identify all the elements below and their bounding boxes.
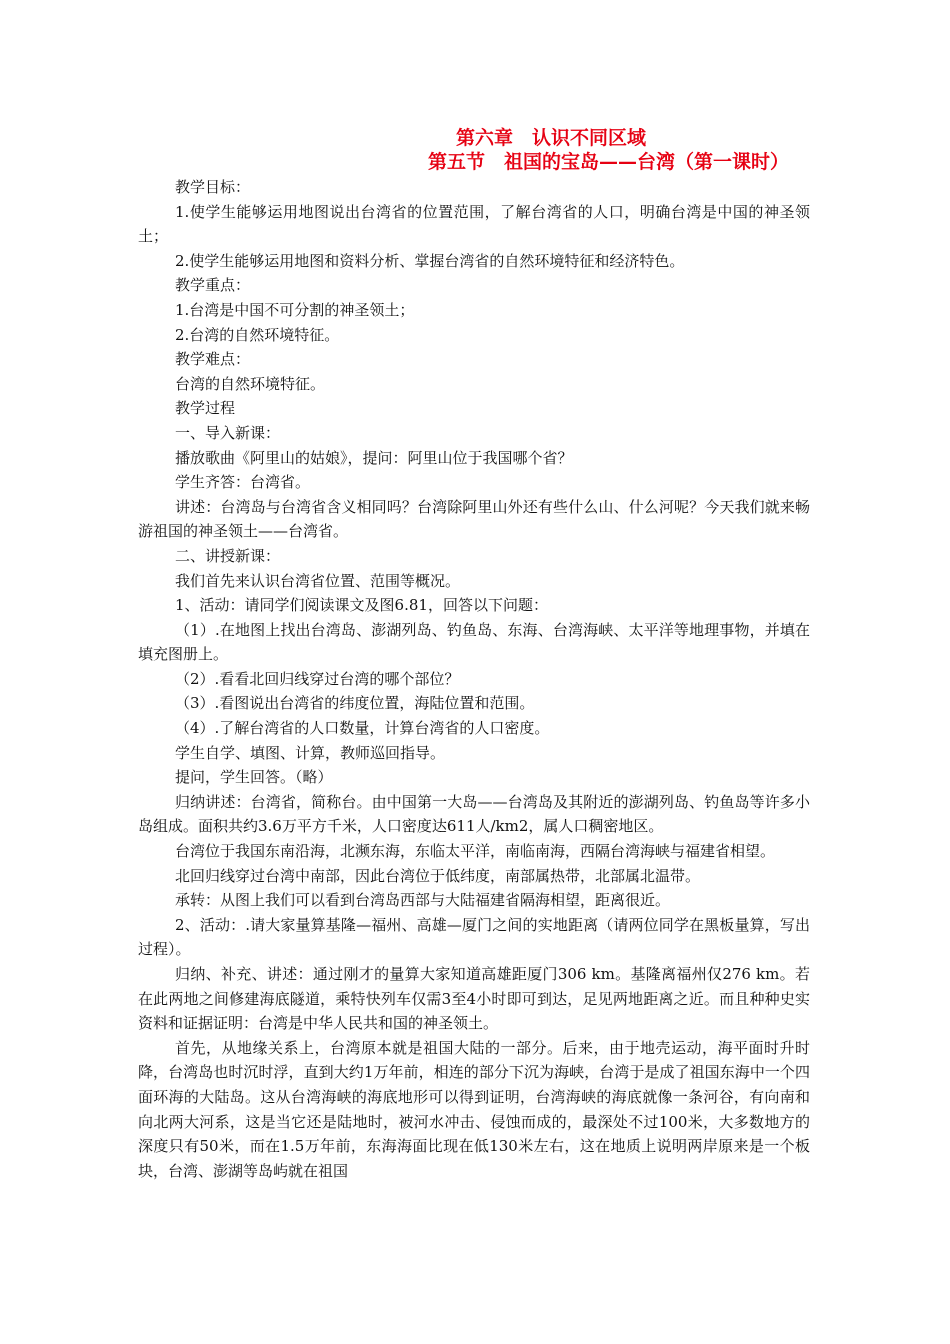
chapter-title: 第六章 认识不同区域 (456, 127, 647, 149)
paragraph: 一、导入新课： (175, 423, 281, 442)
paragraph: 归纳、补充、讲述：通过刚才的量算大家知道高雄距厦门306 km。基隆离福州仅276 km。若在此两地之间修建海底隧道，乘特快列车仅需3至4小时即可到达，足见两地距离之近。而且种种史实资料和证据证明：台湾是中华人民共和国的神圣领土。 (138, 965, 810, 1033)
paragraph: 2.台湾的自然环境特征。 (175, 325, 340, 344)
paragraph: 归纳讲述：台湾省，简称台。由中国第一大岛——台湾岛及其附近的澎湖列岛、钓鱼岛等许多小岛组成。面积共约3.6万平方千米，人口密度达611人/km2，属人口稠密地区。 (138, 792, 810, 836)
title-block (0, 126, 950, 174)
paragraph: 播放歌曲《阿里山的姑娘》，提问：阿里山位于我国哪个省？ (175, 448, 573, 467)
paragraph: 学生齐答：台湾省。 (175, 473, 311, 492)
paragraph: 2、活动：.请大家量算基隆—福州、高雄—厦门之间的实地距离（请两位同学在黑板量算，写出过程）。 (138, 915, 810, 959)
paragraph: 教学过程 (175, 399, 236, 418)
body-text (138, 175, 810, 1183)
paragraph: 教学重点： (175, 276, 251, 295)
paragraph: 1、活动：请同学们阅读课文及图6.81，回答以下问题： (175, 596, 548, 615)
paragraph: 台湾位于我国东南沿海，北濒东海，东临太平洋，南临南海，西隔台湾海峡与福建省相望。 (175, 842, 776, 861)
paragraph: 教学难点： (175, 350, 251, 369)
paragraph: 提问，学生回答。（略） (175, 768, 333, 787)
paragraph: 1.台湾是中国不可分割的神圣领土； (175, 300, 415, 319)
paragraph: 学生自学、填图、计算，教师巡回指导。 (175, 743, 446, 762)
section-title: 第五节 祖国的宝岛——台湾（第一课时） (428, 151, 790, 173)
paragraph: 教学目标： (175, 178, 251, 196)
paragraph: 2.使学生能够运用地图和资料分析、掌握台湾省的自然环境特征和经济特色。 (175, 251, 685, 270)
paragraph: 台湾的自然环境特征。 (175, 374, 326, 393)
paragraph: 1.使学生能够运用地图说出台湾省的位置范围，了解台湾省的人口，明确台湾是中国的神圣领土； (138, 202, 810, 246)
paragraph: （1）.在地图上找出台湾岛、澎湖列岛、钓鱼岛、东海、台湾海峡、太平洋等地理事物，并填在填充图册上。 (138, 620, 810, 664)
paragraph: 讲述：台湾岛与台湾省含义相同吗？台湾除阿里山外还有些什么山、什么河呢？今天我们就来畅游祖国的神圣领土——台湾省。 (138, 497, 810, 541)
paragraph: 北回归线穿过台湾中南部，因此台湾位于低纬度，南部属热带，北部属北温带。 (175, 866, 701, 885)
paragraph: （3）.看图说出台湾省的纬度位置，海陆位置和范围。 (175, 694, 535, 713)
paragraph: 二、讲授新课： (175, 546, 281, 565)
paragraph: 首先，从地缘关系上，台湾原本就是祖国大陆的一部分。后来，由于地壳运动，海平面时升时降，台湾岛也时沉时浮，直到大约1万年前，相连的部分下沉为海峡，台湾于是成了祖国东海中一个四面环海的大陆岛。这从台湾海峡的海底地形可以得到证明，台湾海峡的海底就像一条河谷，有向南和向北两大河系，这是当它还是陆地时，被河水冲击、侵蚀而成的，最深处不过100米，大多数地方的深度只有50米，而在1.5万年前，东海海面比现在低130米左右，这在地质上说明两岸原来是一个板块，台湾、澎湖等岛屿就在祖国 (138, 1038, 810, 1180)
paragraph: 承转：从图上我们可以看到台湾岛西部与大陆福建省隔海相望，距离很近。 (175, 891, 671, 910)
paragraph: （4）.了解台湾省的人口数量，计算台湾省的人口密度。 (175, 719, 550, 738)
paragraph: （2）.看看北回归线穿过台湾的哪个部位？ (175, 669, 460, 688)
paragraph: 我们首先来认识台湾省位置、范围等概况。 (175, 571, 461, 590)
